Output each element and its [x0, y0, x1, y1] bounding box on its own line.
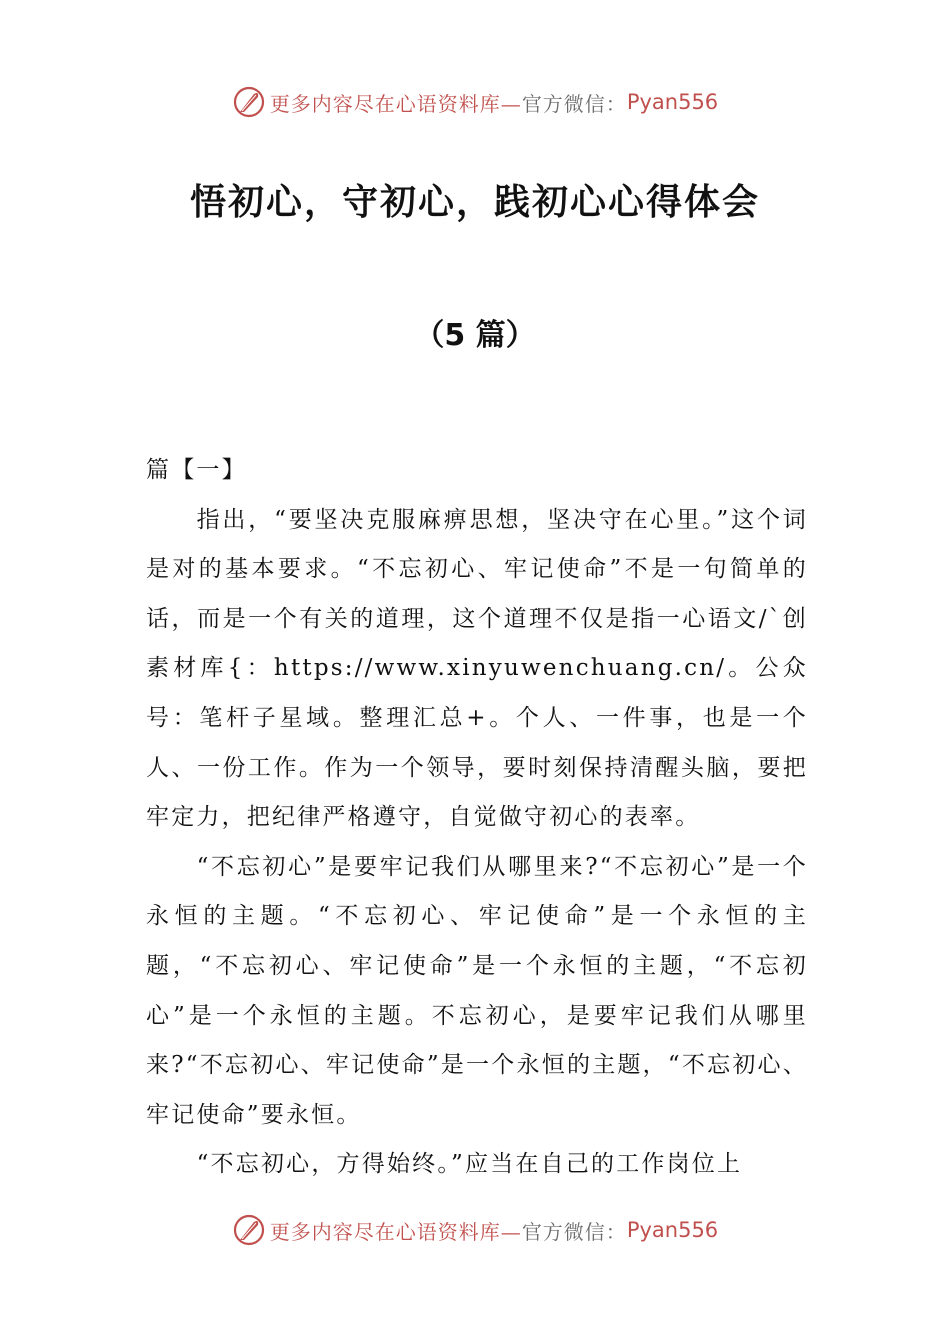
banner-wechat-id: Pyan556 [626, 90, 719, 114]
section-heading: 篇【一】 [146, 457, 247, 483]
footer-banner [0, 1210, 950, 1250]
quill-logo-icon [232, 1213, 266, 1247]
banner-text: 更多内容尽在心语资料库— [269, 1219, 522, 1244]
document-title: 悟初心，守初心，践初心心得体会 [189, 182, 760, 223]
banner-wechat-label: 官方微信： [521, 1219, 627, 1244]
banner-text: 更多内容尽在心语资料库— [269, 91, 522, 116]
paragraph: “不忘初心，方得始终。”应当在自己的工作岗位上 [196, 1151, 743, 1178]
paragraph: 指出，“要坚决克服麻痹思想，坚决守在心里。”这个词是对的基本要求。“不忘初心、牢记使命”不是一句简单的话，而是一个有关的道理，这个道理不仅是指一心语文/`创素材库{：https://www.xinyuwenchuang.cn/。公众号：笔杆子星域。整理汇总+。个人、一件事，也是一个人、一份工作。作为一个领导，要时刻保持清醒头脑，要把牢定力，把纪律严格遵守，自觉做守初心的表率。 [146, 506, 808, 831]
paragraph: “不忘初心”是要牢记我们从哪里来?“不忘初心”是一个永恒的主题。“不忘初心、牢记使命”是一个永恒的主题，“不忘初心、牢记使命”是一个永恒的主题，“不忘初心”是一个永恒的主题。不忘初心，是要牢记我们从哪里来?“不忘初心、牢记使命”是一个永恒的主题，“不忘初心、牢记使命”要永恒。 [146, 853, 808, 1128]
header-banner [0, 82, 950, 122]
quill-logo-icon [232, 85, 266, 119]
document-subtitle: （5 篇） [414, 318, 536, 353]
document-body [146, 446, 808, 1190]
banner-wechat-id: Pyan556 [626, 1218, 719, 1242]
banner-wechat-label: 官方微信： [521, 91, 627, 116]
